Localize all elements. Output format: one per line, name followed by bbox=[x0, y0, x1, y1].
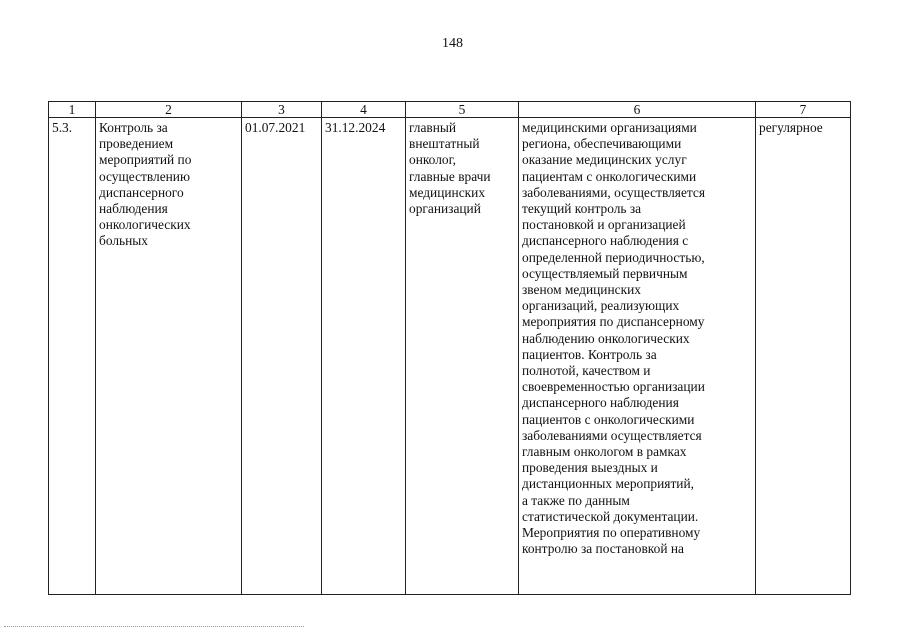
activity-line: осуществлению bbox=[99, 168, 190, 184]
description-line: заболеваниями, осуществляется bbox=[522, 184, 706, 200]
responsible-line: главный bbox=[409, 120, 457, 135]
description-line: организаций, реализующих bbox=[522, 298, 680, 314]
description-line: статистической документации. bbox=[522, 508, 699, 524]
header-cell-2: 2 bbox=[96, 102, 242, 118]
description-line: контролю за постановкой на bbox=[522, 541, 684, 557]
description-line: проведения выездных и bbox=[522, 460, 658, 476]
periodicity: регулярное bbox=[756, 118, 851, 595]
activity-line: онкологических bbox=[99, 217, 191, 233]
description-line: заболеваниями осуществляется bbox=[522, 427, 702, 443]
activity-line: больных bbox=[99, 233, 148, 249]
description-line: а также по данным bbox=[522, 492, 630, 508]
header-cell-4: 4 bbox=[322, 102, 406, 118]
start-date: 01.07.2021 bbox=[242, 118, 322, 595]
end-date: 31.12.2024 bbox=[322, 118, 406, 595]
description-line: постановкой и организацией bbox=[522, 217, 686, 233]
description-line: главным онкологом в рамках bbox=[522, 444, 687, 460]
description-line: пациентов. Контроль за bbox=[522, 346, 657, 362]
responsible-line: онколог, bbox=[409, 152, 456, 168]
activity-line: диспансерного bbox=[99, 184, 184, 200]
activity-line: мероприятий по bbox=[99, 152, 192, 168]
description-line: полнотой, качеством и bbox=[522, 363, 651, 379]
scan-artifact-line bbox=[4, 626, 304, 628]
description-line: своевременностью организации bbox=[522, 379, 705, 395]
responsible-line: внештатный bbox=[409, 136, 480, 152]
description-line: дистанционных мероприятий, bbox=[522, 476, 694, 492]
table-header-row bbox=[49, 102, 851, 118]
description-line: осуществляемый первичным bbox=[522, 265, 688, 281]
description-line: звеном медицинских bbox=[522, 282, 641, 298]
responsible-line: главные врачи bbox=[409, 168, 491, 184]
responsible-line: медицинских bbox=[409, 184, 486, 200]
description-line: медицинскими организациями bbox=[522, 120, 697, 135]
description-line: диспансерного наблюдения bbox=[522, 395, 679, 411]
description-line: региона, обеспечивающими bbox=[522, 136, 682, 152]
header-cell-3: 3 bbox=[242, 102, 322, 118]
header-cell-6: 6 bbox=[519, 102, 756, 118]
description-line: оказание медицинских услуг bbox=[522, 152, 687, 168]
description-line: пациентам с онкологическими bbox=[522, 168, 697, 184]
header-cell-7: 7 bbox=[756, 102, 851, 118]
header-cell-1: 1 bbox=[49, 102, 96, 118]
description-line: мероприятия по диспансерному bbox=[522, 314, 705, 330]
description-line: определенной периодичностью, bbox=[522, 249, 705, 265]
description-line: наблюдению онкологических bbox=[522, 330, 690, 346]
responsible-line: организаций bbox=[409, 201, 481, 217]
activity-line: проведением bbox=[99, 136, 174, 152]
activity-line: наблюдения bbox=[99, 201, 168, 217]
page-number: 148 bbox=[442, 36, 463, 51]
table-row bbox=[49, 118, 851, 595]
activity-line: Контроль за bbox=[99, 120, 168, 135]
plan-table bbox=[48, 101, 851, 595]
header-cell-5: 5 bbox=[406, 102, 519, 118]
description-cell bbox=[519, 118, 756, 595]
row-number: 5.3. bbox=[49, 118, 96, 595]
description-line: Мероприятия по оперативному bbox=[522, 525, 701, 541]
description-line: пациентов с онкологическими bbox=[522, 411, 695, 427]
description-line: диспансерного наблюдения с bbox=[522, 233, 689, 249]
activity-cell bbox=[96, 118, 242, 595]
description-line: текущий контроль за bbox=[522, 201, 642, 217]
responsible-cell bbox=[406, 118, 519, 595]
